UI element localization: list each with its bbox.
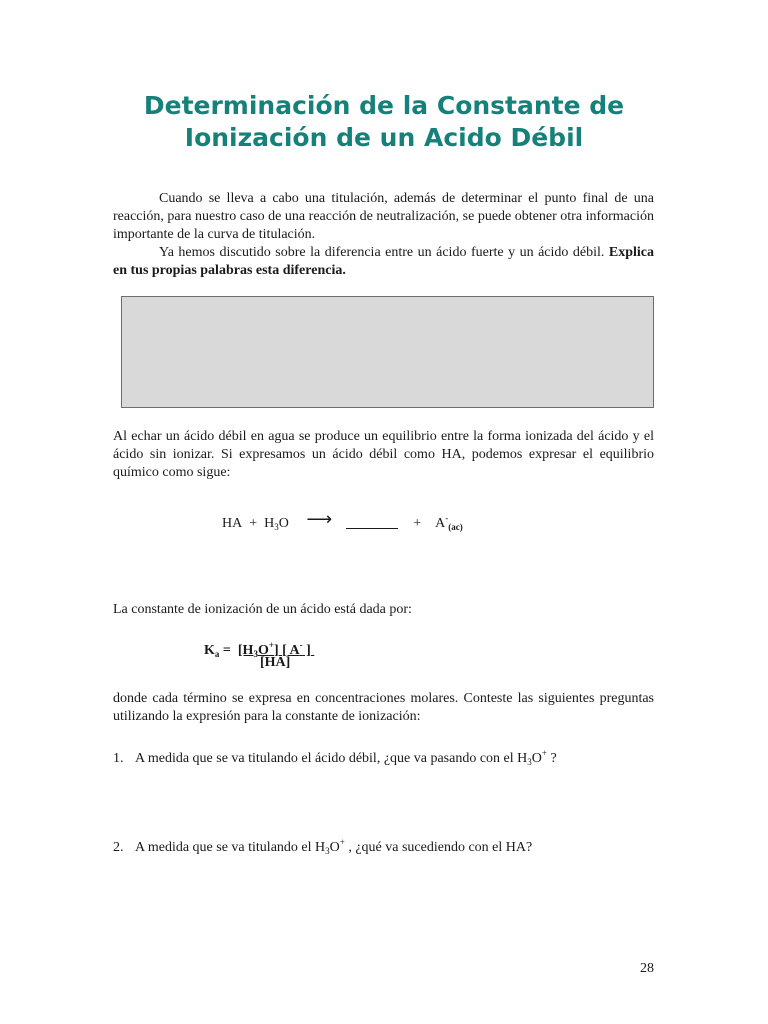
water-formula: H3O (264, 516, 289, 532)
equilibrium-equation (222, 508, 463, 537)
formula-numerator: $[H_3O^+]$ [ A- ] (237, 640, 311, 659)
page-title: Determinación de la Constante de Ionización de un Acido Débil (143, 91, 625, 152)
instruction-bold: Explica en tus propias palabras esta diferencia. (113, 245, 654, 278)
reactant-ha: HA (222, 516, 243, 531)
question-1: 1. A medida que se va titulando el ácido débil, ¿que va pasando con el $H_3O^+$ ? (113, 748, 557, 767)
page-number: 28 (640, 961, 654, 976)
intro-paragraph-2 (113, 244, 654, 280)
formula-denominator: [HA] (260, 655, 291, 670)
plus-sign-2: + (413, 516, 422, 531)
question-2: 2. A medida que se va titulando el $H_3O^+$ , ¿qué va sucediendo con el HA? (113, 837, 533, 856)
ka-formula: $K_a = [H_3O^+]$ [ A- ] (204, 636, 314, 663)
intro-paragraph-2-text: Ya hemos discutido sobre la diferencia entre un ácido fuerte y un ácido débil. (159, 245, 605, 260)
constant-intro: La constante de ionización de un ácido está dada por: (113, 602, 412, 617)
explanation-paragraph: donde cada término se expresa en concentraciones molares. Conteste las siguientes preguntas utilizando la expresión para la constante de ionización: (113, 691, 654, 724)
intro-paragraph-1: Cuando se lleva a cabo una titulación, además de determinar el punto final de una reacción, para nuestro caso de una reacción de neutralización, se puede obtener otra información importante de la curva de titulación. (113, 191, 654, 242)
reaction-arrow: ⟶ (306, 509, 333, 530)
equilibrium-paragraph: Al echar un ácido débil en agua se produce un equilibrio entre la forma ionizada del ácido y el ácido sin ionizar. Si expresamos un ácido débil como HA, podemos expresar el equilibrio químico como sigue: (113, 429, 654, 480)
plus-sign: + (249, 516, 258, 531)
product-blank[interactable] (346, 514, 398, 529)
anion-product: $A-_{(ac)}$ (435, 513, 463, 532)
answer-text-box[interactable] (121, 296, 654, 408)
